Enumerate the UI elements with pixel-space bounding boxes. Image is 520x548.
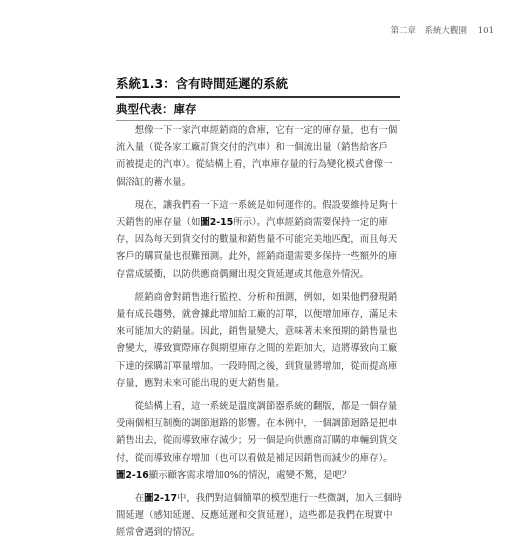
section-heading bbox=[116, 74, 400, 121]
text-segment: 銷售出去，從而導致庫存減少；另一個是向供應商訂購的車輛到貨交 bbox=[116, 435, 398, 447]
subsection-title: 典型代表：庫存 bbox=[116, 101, 400, 121]
text-line bbox=[116, 467, 400, 484]
text-segment: 付，從而導致庫存增加（也可以看做是補足因銷售而減少的庫存）。 bbox=[116, 452, 393, 464]
text-line bbox=[116, 122, 400, 139]
paragraph bbox=[116, 398, 400, 484]
figure-reference: 圖2-16 bbox=[116, 469, 149, 481]
paragraph bbox=[116, 490, 400, 542]
text-line bbox=[116, 524, 400, 541]
text-line bbox=[116, 323, 400, 340]
page-number: 101 bbox=[477, 26, 494, 36]
text-line bbox=[116, 450, 400, 467]
section-title: 系統1.3：含有時間延遲的系統 bbox=[116, 74, 400, 98]
text-segment: 經常會遇到的情況。 bbox=[116, 527, 201, 539]
text-segment: 存，因為每天到貨交付的數量和銷售量不可能完美地匹配，而且每天 bbox=[116, 234, 398, 246]
chapter-title: 第二章 系統大觀園 bbox=[390, 26, 468, 36]
text-line bbox=[116, 358, 400, 375]
text-segment: 從結構上看，這一系統是溫度調節器系統的翻版，都是一個存量 bbox=[116, 401, 398, 413]
text-segment: 會變大，導致實際庫存與期望庫存之間的差距加大，這將導致向工廠 bbox=[116, 343, 398, 355]
text-segment: 間延遲（感知延遲、反應延遲和交貨延遲），這些都是我們在現實中 bbox=[116, 510, 393, 522]
text-segment: 來可能加大的銷量。因此，銷售量變大，意味著未來預期的銷售量也 bbox=[116, 326, 398, 338]
text-line bbox=[116, 156, 400, 173]
text-segment: 個浴缸的蓄水量。 bbox=[116, 176, 192, 188]
figure-reference: 圖2-15 bbox=[200, 217, 234, 229]
text-segment: 想像一下一家汽車經銷商的倉庫，它有一定的庫存量，也有一個 bbox=[116, 125, 398, 136]
text-segment: 下達的採購訂單量增加。一段時間之後，到貨量將增加，從而提高庫 bbox=[116, 360, 398, 372]
text-line bbox=[116, 415, 400, 432]
figure-reference: 圖2-17 bbox=[144, 493, 177, 505]
body-text bbox=[116, 122, 400, 548]
text-line bbox=[116, 289, 400, 306]
text-line bbox=[116, 375, 400, 392]
text-segment: 顯示顧客需求增加0%的情況，處變不驚，是吧？ bbox=[148, 469, 352, 481]
text-segment: 流入量（從各家工廠訂貨交付的汽車）和一個流出量（銷售給客戶 bbox=[116, 142, 388, 154]
text-line bbox=[116, 248, 400, 265]
text-line bbox=[116, 490, 400, 507]
text-segment: 存當成緩衝，以防供應商偶爾出現交貨延遲或其他意外情況。 bbox=[116, 268, 370, 280]
running-header bbox=[383, 24, 494, 36]
text-segment: 受兩個相互制衡的調節迴路的影響。在本例中，一個調節迴路是把車 bbox=[116, 418, 398, 430]
text-segment: 存量，應對未來可能出現的更大銷售量。 bbox=[116, 377, 285, 389]
text-line bbox=[116, 507, 400, 524]
text-segment: 量有成長趨勢，就會據此增加給工廠的訂單，以便增加庫存，滿足未 bbox=[116, 309, 398, 321]
paragraph bbox=[116, 197, 400, 283]
text-line bbox=[116, 340, 400, 357]
text-line bbox=[116, 174, 400, 191]
paragraph bbox=[116, 122, 400, 191]
text-line bbox=[116, 306, 400, 323]
text-segment: 在 bbox=[116, 493, 145, 505]
text-segment: 經銷商會對銷售進行監控、分析和預測，例如，如果他們發現銷 bbox=[116, 291, 398, 303]
text-segment: 而被提走的汽車）。從結構上看，汽車庫存量的行為變化模式會像一 bbox=[116, 159, 393, 171]
paragraph bbox=[116, 289, 400, 392]
text-line bbox=[116, 266, 400, 283]
text-line bbox=[116, 197, 400, 214]
text-line bbox=[116, 398, 400, 415]
text-segment: 現在，讓我們看一下這一系統是如何運作的。假設要維持足夠十 bbox=[116, 199, 398, 211]
text-segment: 所示）。汽車經銷商需要保持一定的庫 bbox=[233, 217, 388, 229]
text-line bbox=[116, 214, 400, 231]
text-segment: 客戶的購買量也很難預測。此外，經銷商還需要多保持一些額外的庫 bbox=[116, 251, 398, 263]
text-line bbox=[116, 432, 400, 449]
text-segment: 天銷售的庫存量（如 bbox=[116, 217, 201, 229]
text-segment: 中，我們對這個簡單的模型進行一些微調，加入三個時 bbox=[176, 493, 402, 505]
text-line bbox=[116, 139, 400, 156]
text-line bbox=[116, 231, 400, 248]
